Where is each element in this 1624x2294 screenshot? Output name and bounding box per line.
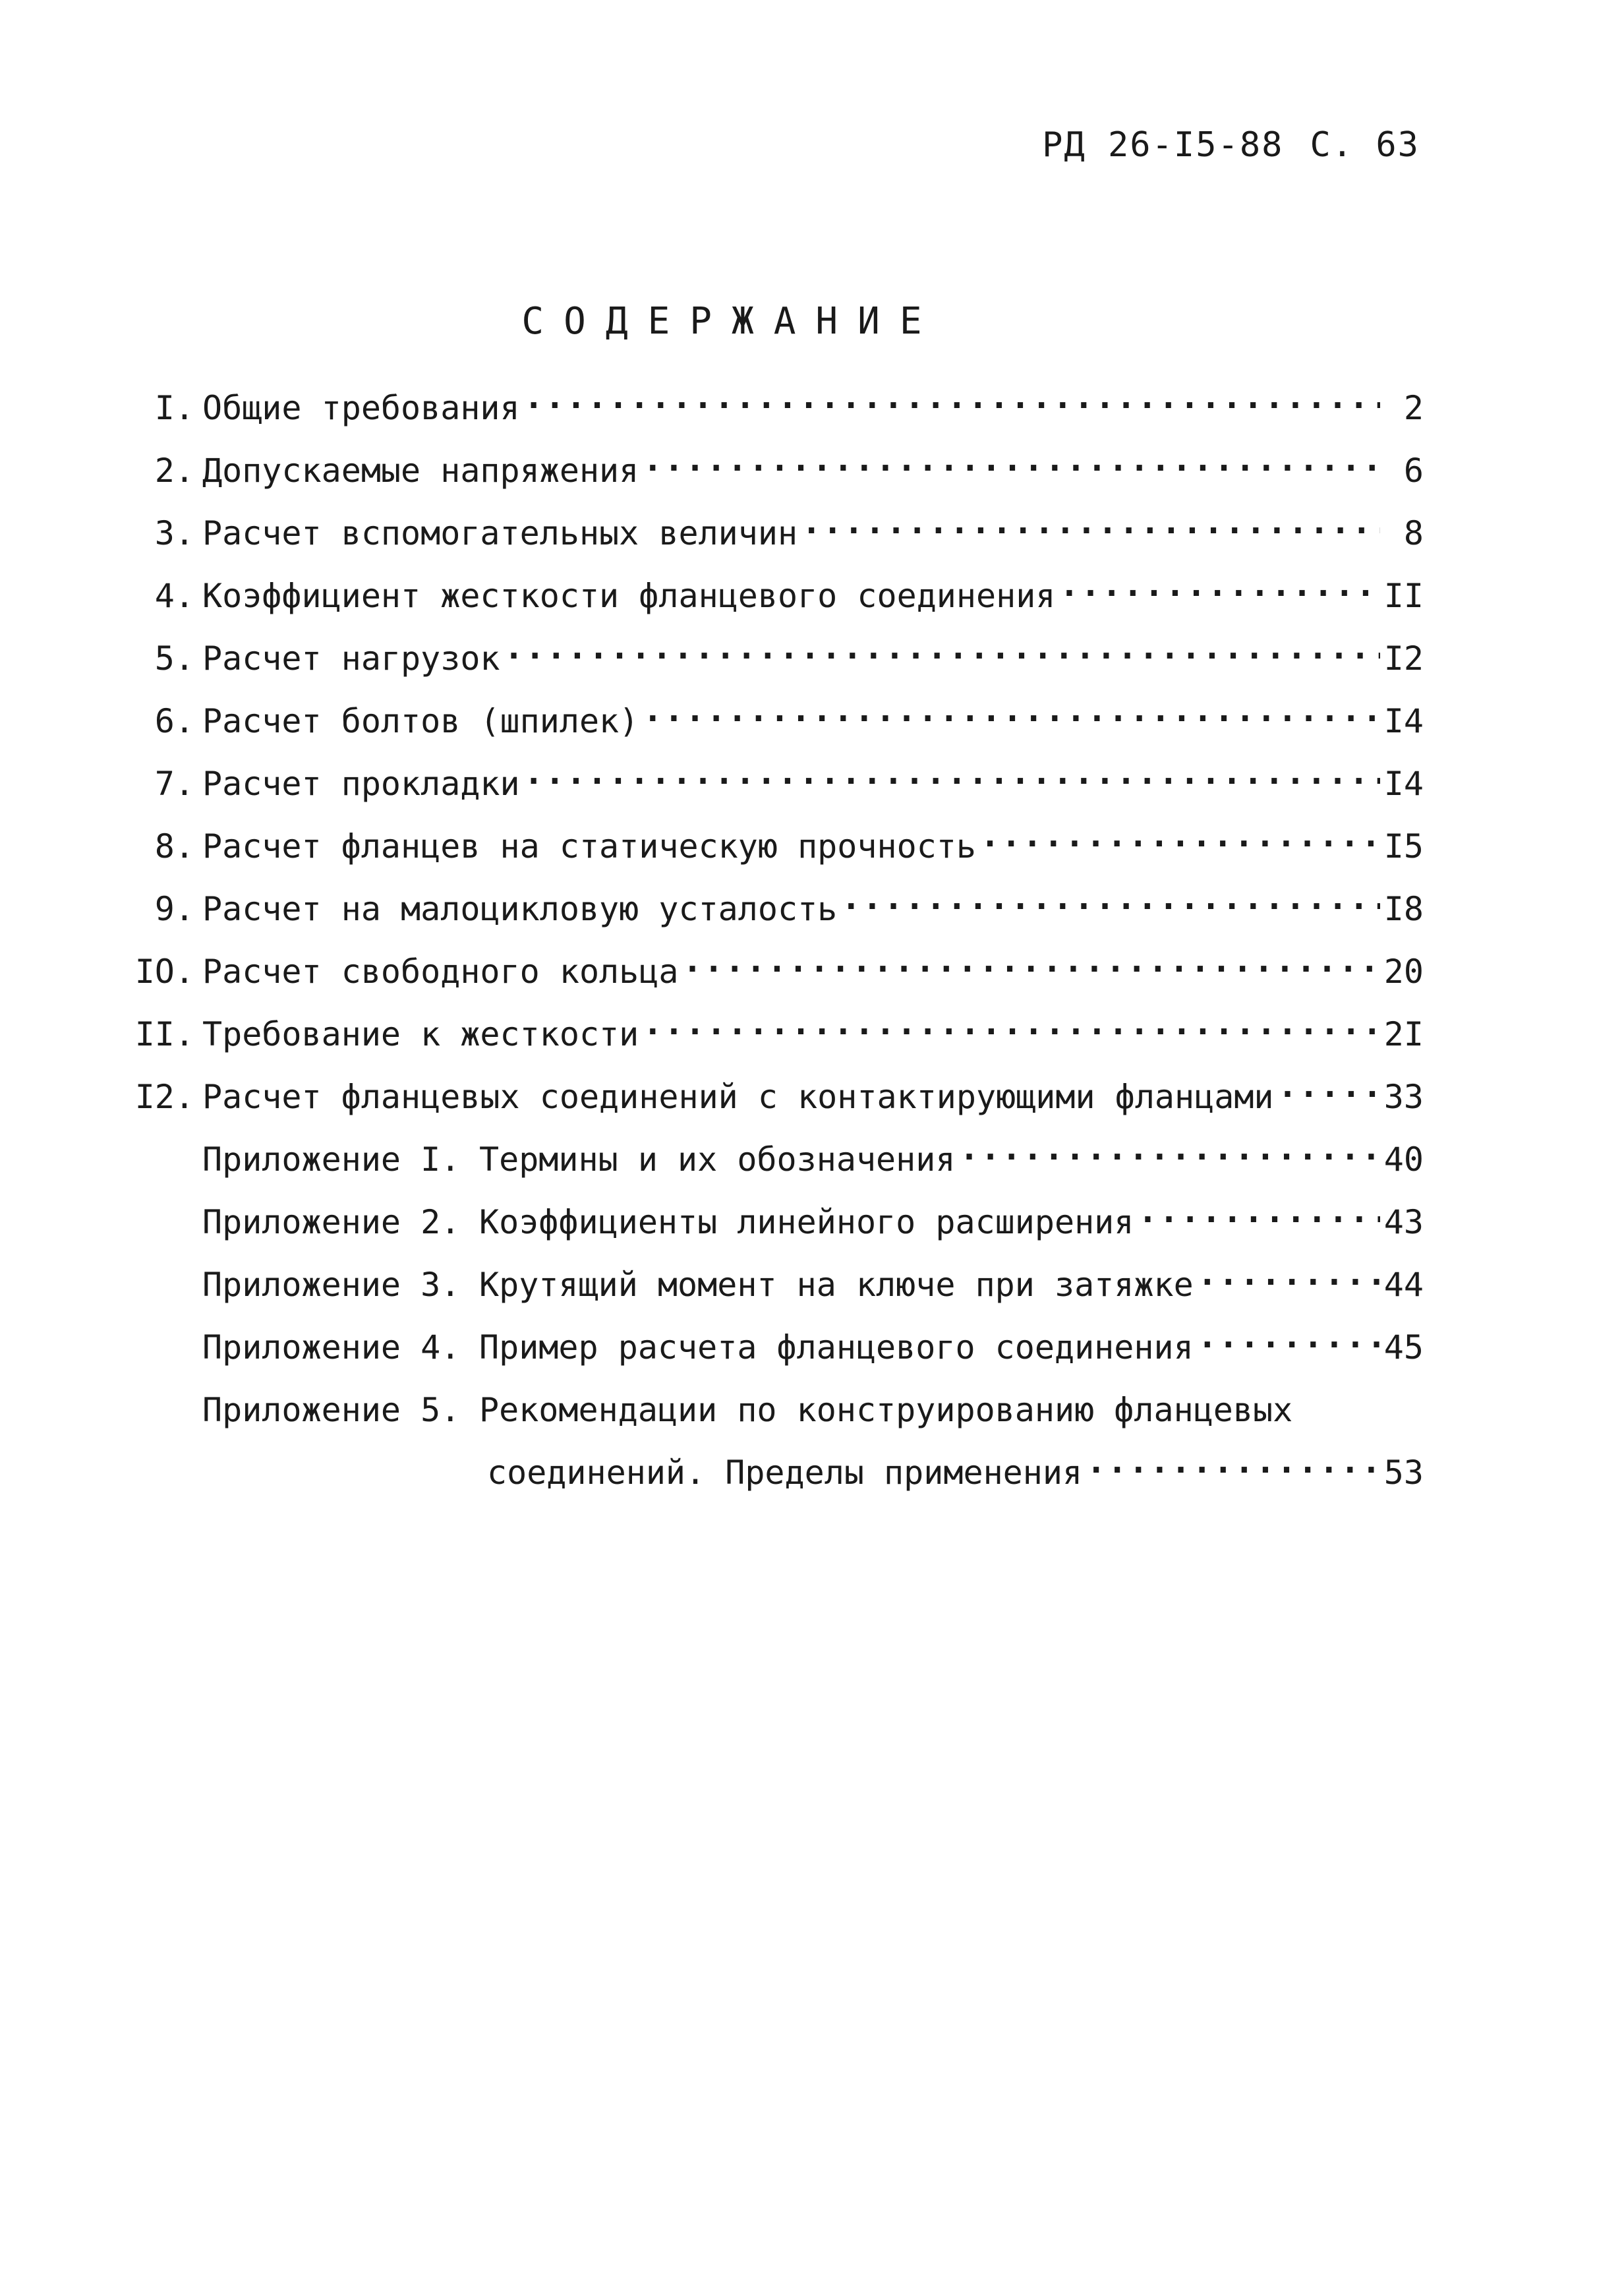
appendix-page: 44 [1383, 1266, 1424, 1304]
toc-item-page: 2 [1403, 389, 1424, 427]
appendix-page: 43 [1383, 1203, 1424, 1241]
dot-leader [1059, 574, 1379, 612]
dot-leader [524, 762, 1380, 800]
page-number: С. 63 [1310, 125, 1420, 165]
toc-item-5 [105, 639, 1424, 702]
toc-item-2 [105, 452, 1424, 514]
dot-leader [801, 512, 1380, 550]
appendix-label: Приложение 2. [202, 1203, 461, 1241]
appendix-page: 45 [1383, 1328, 1424, 1367]
toc-item-7 [105, 765, 1424, 827]
dot-leader [643, 449, 1380, 487]
toc-appendix-3 [105, 1266, 1424, 1328]
appendix-page: 53 [1383, 1454, 1424, 1492]
dot-leader [1198, 1326, 1380, 1364]
dot-leader [524, 386, 1380, 425]
table-of-contents [105, 389, 1424, 1516]
toc-item-number: 5. [154, 639, 194, 678]
toc-item-title: Допускаемые напряжения [202, 452, 639, 490]
toc-item-8 [105, 827, 1424, 890]
dot-leader [841, 887, 1380, 926]
appendix-label: Приложение 3. [202, 1266, 461, 1304]
toc-appendix-1 [105, 1140, 1424, 1203]
appendix-page: 40 [1383, 1140, 1424, 1179]
toc-item-number: 7. [154, 765, 194, 803]
dot-leader [1086, 1451, 1380, 1489]
appendix-title: Пример расчета фланцевого соединения [479, 1328, 1194, 1367]
document-code: РД 26-I5-88 [1042, 125, 1284, 165]
dot-leader [1198, 1263, 1380, 1301]
toc-item-10 [105, 953, 1424, 1015]
toc-item-9 [105, 890, 1424, 953]
page-header [1042, 125, 1420, 165]
toc-item-number: I. [154, 389, 194, 427]
toc-item-title: Общие требования [202, 389, 520, 427]
toc-item-number: 4. [154, 577, 194, 615]
appendix-label: Приложение I. [202, 1140, 461, 1179]
toc-item-page: 20 [1383, 953, 1424, 991]
appendix-title-continuation: соединений. Пределы применения [487, 1454, 1083, 1492]
dot-leader [682, 950, 1379, 988]
toc-item-6 [105, 702, 1424, 765]
toc-item-title: Требование к жесткости [202, 1015, 639, 1053]
toc-item-title: Коэффициент жесткости фланцевого соединения [202, 577, 1056, 615]
appendix-title: Коэффициенты линейного расширения [479, 1203, 1134, 1241]
page-title: СОДЕРЖАНИЕ [521, 300, 942, 343]
toc-item-page: I5 [1383, 827, 1424, 866]
toc-item-number: II. [134, 1015, 194, 1053]
toc-appendix-5 [105, 1391, 1424, 1454]
appendix-title: Крутящий момент на ключе при затяжке [479, 1266, 1194, 1304]
toc-item-title: Расчет фланцев на статическую прочность [202, 827, 976, 866]
toc-appendix-4 [105, 1328, 1424, 1391]
dot-leader [959, 1138, 1379, 1176]
toc-item-number: 3. [154, 514, 194, 552]
toc-item-number: IO. [134, 953, 194, 991]
toc-appendix-2 [105, 1203, 1424, 1266]
toc-item-page: I4 [1383, 765, 1424, 803]
toc-item-page: 33 [1383, 1078, 1424, 1116]
dot-leader [1138, 1200, 1379, 1239]
toc-item-1 [105, 389, 1424, 452]
toc-item-title: Расчет нагрузок [202, 639, 500, 678]
toc-item-number: 9. [154, 890, 194, 928]
dot-leader [504, 637, 1380, 675]
toc-item-4 [105, 577, 1424, 639]
toc-item-title: Расчет вспомогательных величин [202, 514, 798, 552]
toc-item-title: Расчет болтов (шпилек) [202, 702, 639, 740]
toc-item-title: Расчет на малоцикловую усталость [202, 890, 838, 928]
appendix-title: Рекомендации по конструированию фланцевых [479, 1391, 1293, 1429]
toc-item-number: I2. [134, 1078, 194, 1116]
toc-item-number: 8. [154, 827, 194, 866]
appendix-title: Термины и их обозначения [479, 1140, 956, 1179]
toc-item-number: 2. [154, 452, 194, 490]
toc-item-title: Расчет фланцевых соединений с контактирующими фланцами [202, 1078, 1274, 1116]
toc-item-11 [105, 1015, 1424, 1078]
dot-leader [643, 699, 1380, 738]
dot-leader [1278, 1075, 1380, 1113]
appendix-label: Приложение 5. [202, 1391, 461, 1429]
toc-appendix-5-continuation [105, 1454, 1424, 1516]
dot-leader [643, 1013, 1380, 1051]
toc-item-page: 2I [1383, 1015, 1424, 1053]
appendix-label: Приложение 4. [202, 1328, 461, 1367]
toc-item-12 [105, 1078, 1424, 1140]
toc-item-3 [105, 514, 1424, 577]
toc-item-number: 6. [154, 702, 194, 740]
toc-item-page: I8 [1383, 890, 1424, 928]
toc-item-title: Расчет прокладки [202, 765, 520, 803]
toc-item-title: Расчет свободного кольца [202, 953, 679, 991]
toc-item-page: I2 [1383, 639, 1424, 678]
toc-item-page: 8 [1403, 514, 1424, 552]
toc-item-page: II [1383, 577, 1424, 615]
toc-item-page: I4 [1383, 702, 1424, 740]
dot-leader [980, 825, 1380, 863]
toc-item-page: 6 [1403, 452, 1424, 490]
